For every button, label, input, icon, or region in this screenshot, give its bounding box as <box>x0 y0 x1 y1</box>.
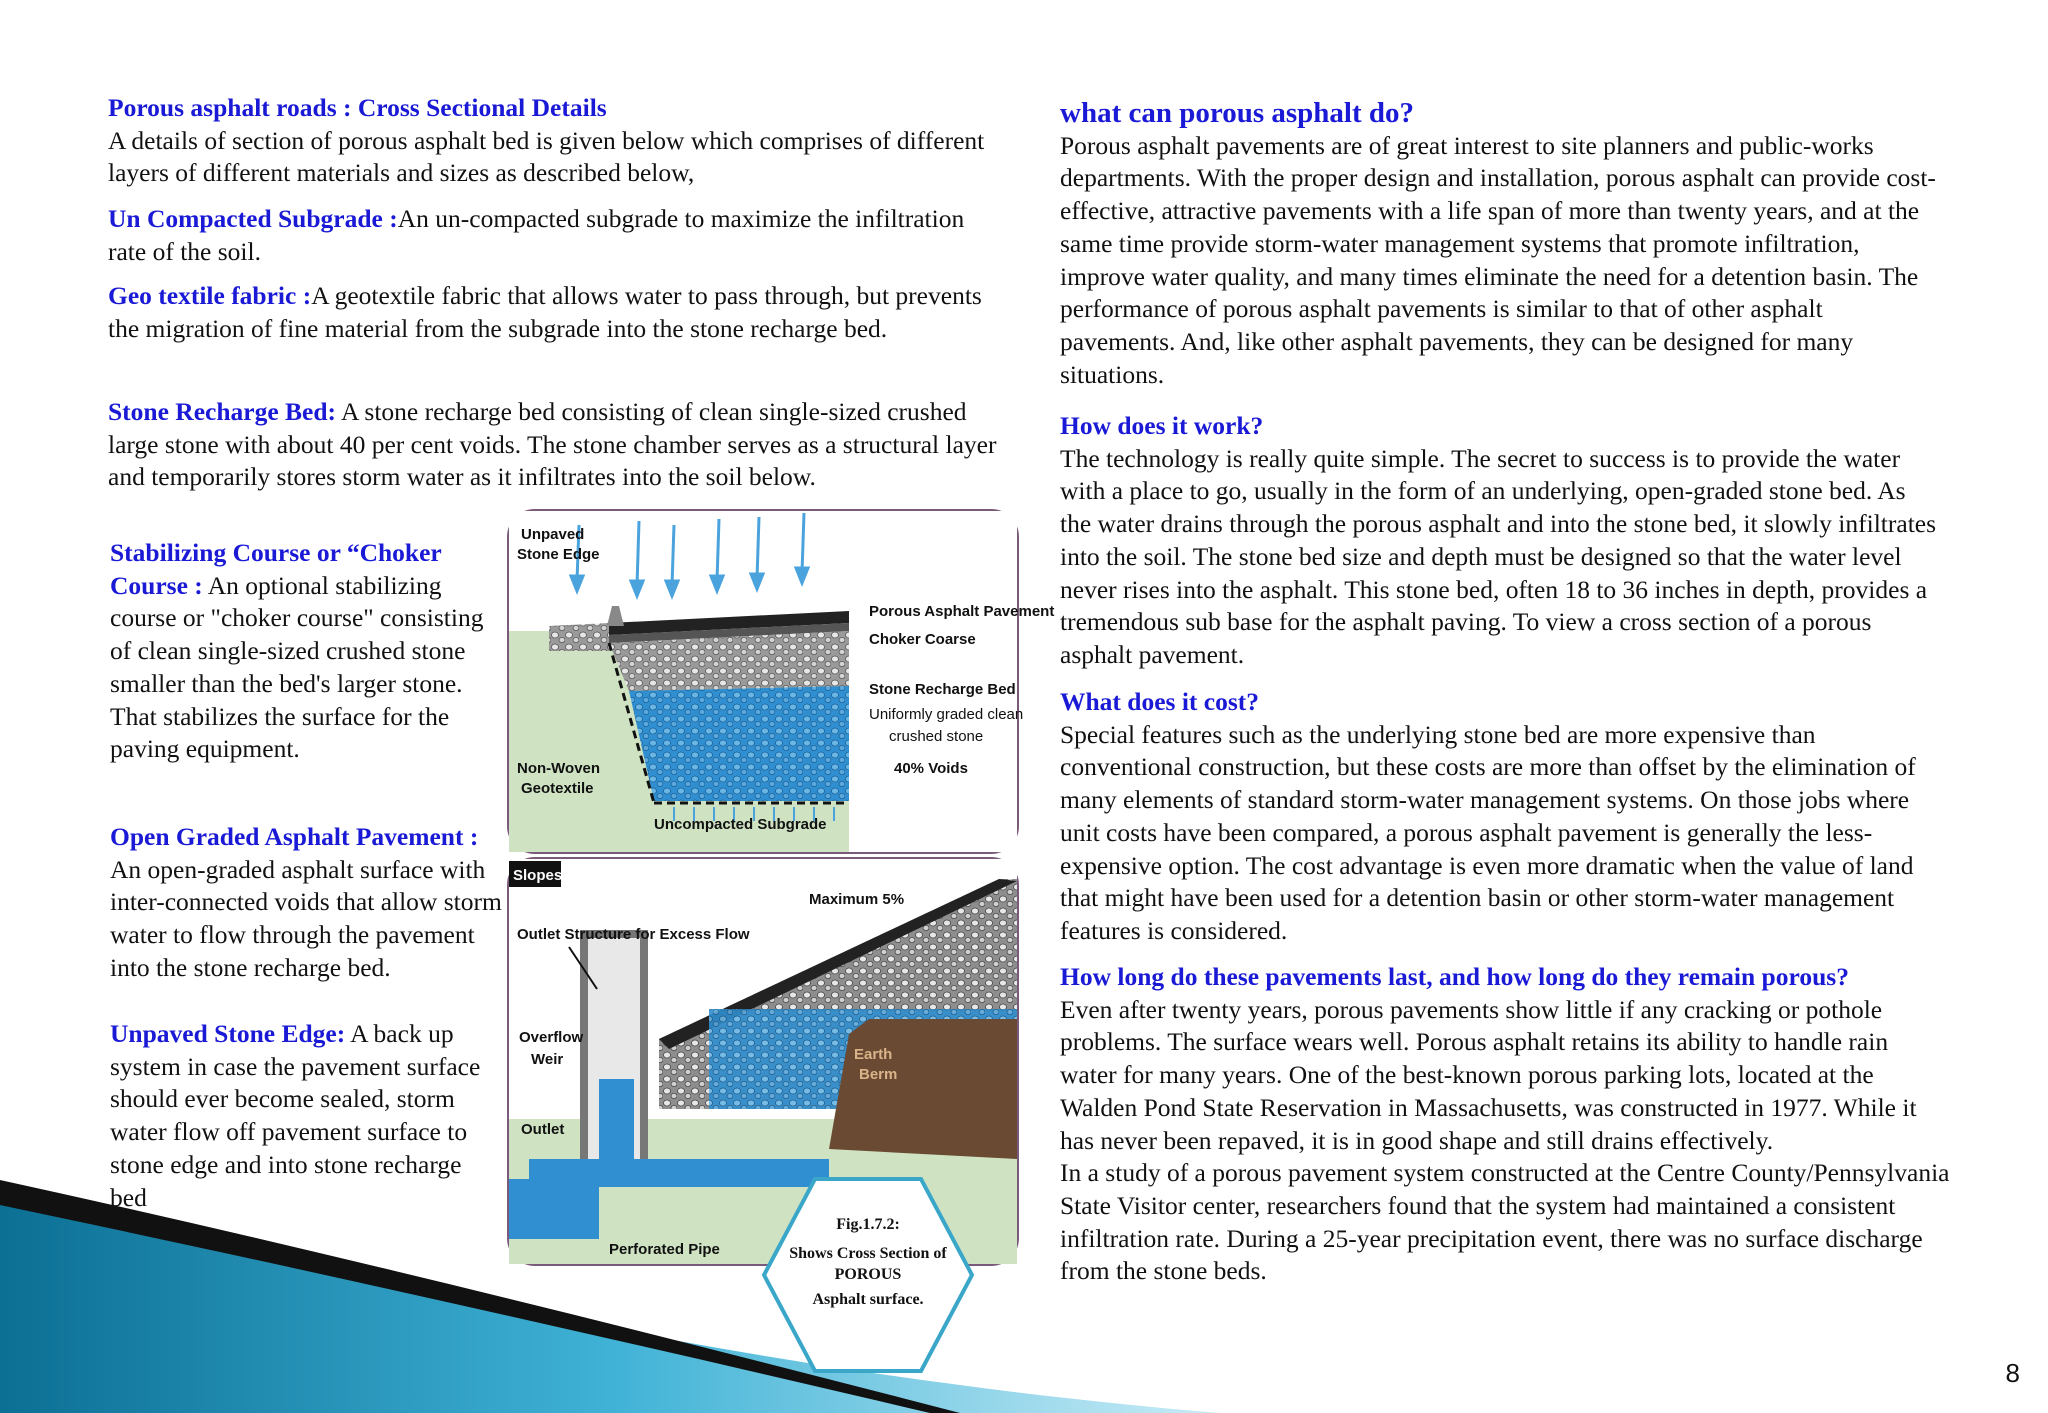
choker-lead: Stabilizing Course or “Choker Course : <box>110 538 442 600</box>
how-does-it-work-heading: How does it work? <box>1060 411 1264 440</box>
caption-text <box>784 1214 952 1310</box>
label-maximum: Maximum 5% <box>809 891 905 908</box>
label-perforated-pipe: Perforated Pipe <box>609 1241 720 1258</box>
left-intro: A details of section of porous asphalt bed is given below which comprises of different layers of different materials and sizes as described below, <box>108 125 985 188</box>
right-p3: Special features such as the underlying stone bed are more expensive than conventional construction, but these costs are more than offset by the elimination of many elements of standard storm-water management systems. On those jobs where unit costs have been compared, a porous asphalt pavement is generally the less-expensive option. The cost advantage is even more dramatic when the value of land that might have been used for a detention basin or other storm-water management features is considered. <box>1060 719 1916 945</box>
label-voids: 40% Voids <box>894 760 968 777</box>
right-p5: In a study of a porous pavement system constructed at the Centre County/Pennsylvania State Visitor center, researchers found that the system had maintained a consistent infiltration rate. During a 25-year precipitation event, there was no surface discharge from the stone beds. <box>1060 1158 1950 1286</box>
label-earth-berm: Earth Berm <box>854 1046 898 1083</box>
cross-section-figure-top <box>507 509 1055 854</box>
what-does-it-cost-heading: What does it cost? <box>1060 687 1260 716</box>
label-uncompacted: Uncompacted Subgrade <box>654 816 827 833</box>
label-slopes: Slopes <box>513 867 563 884</box>
label-outlet-structure: Outlet Structure for Excess Flow <box>517 926 750 943</box>
label-outlet: Outlet <box>521 1121 565 1138</box>
label-porous-asphalt: Porous Asphalt Pavement <box>869 603 1055 620</box>
stone-text: A stone recharge bed consisting of clean single-sized crushed large stone with about 40 per cent voids. The stone chamber serves as a structural layer and temporarily stores storm water as it infiltrates into the soil below. <box>108 397 997 492</box>
geotextile-lead: Geo textile fabric : <box>108 281 312 310</box>
right-p1: Porous asphalt pavements are of great interest to site planners and public-works departments. With the proper design and installation, porous asphalt can provide cost-effective, attractive pavements with a life span of more than twenty years, and at the same time provide storm-water management systems that promote infiltration, improve water quality, and many times eliminate the need for a detention basin. The performance of porous asphalt pavements is similar to that of other asphalt pavements. And, like other asphalt pavements, they can be designed for many situations. <box>1060 130 1936 389</box>
right-p2: The technology is really quite simple. The secret to success is to provide the water with a place to go, usually in the form of an underlying, open-graded stone bed. As the water drains through the porous asphalt and into the stone bed, it slowly infiltrates into the soil. The stone bed size and depth must be designed so that the water level never rises into the asphalt. This stone bed, often 18 to 36 inches in depth, provides a tremendous sub base for the asphalt paving. To view a cross section of a porous asphalt pavement. <box>1060 443 1937 669</box>
caption-line1: Shows Cross Section of POROUS <box>789 1245 947 1283</box>
geotextile-text: A geotextile fabric that allows water to pass through, but prevents the migration of fine material from the subgrade into the stone recharge bed. <box>108 281 982 343</box>
caption-line2: Asphalt surface. <box>812 1291 924 1308</box>
choker-text: An optional stabilizing course or "choker course" consisting of clean single-sized crushed stone smaller than the bed's larger stone. That stabilizes the surface for the paving equipment. <box>110 570 484 764</box>
open-graded-text: An open-graded asphalt surface with inter-connected voids that allow storm water to flow through the pavement into the stone recharge bed. <box>110 854 502 982</box>
right-p4: Even after twenty years, porous pavements show little if any cracking or pothole problems. The surface wears well. Porous asphalt retains its ability to handle rain water for many years. One of the best-known porous parking lots, located at the Walden Pond State Reservation in Massachusetts, was constructed in 1977. While it has never been repaved, it is in good shape and still drains effectively. <box>1060 994 1917 1155</box>
open-graded-lead: Open Graded Asphalt Pavement : <box>110 822 479 851</box>
label-nonwoven: Non-Woven Geotextile <box>517 760 601 797</box>
left-title: Porous asphalt roads : Cross Sectional Details <box>108 93 607 122</box>
earth-berm <box>829 1019 1017 1159</box>
subgrade-text: An un-compacted subgrade to maximize the infiltration rate of the soil. <box>108 204 965 266</box>
page-number: 8 <box>2005 1358 2020 1388</box>
stone-lead: Stone Recharge Bed: <box>108 397 337 426</box>
caption-fig-no: Fig.1.7.2: <box>836 1216 900 1233</box>
edge-lead: Unpaved Stone Edge: <box>110 1019 346 1048</box>
edge-text: A back up system in case the pavement surface should ever become sealed, storm water flow off pavement surface to stone edge and into stone recharge bed <box>110 1019 481 1212</box>
label-uniformly: Uniformly graded clean crushed stone <box>869 706 1024 745</box>
subgrade-lead: Un Compacted Subgrade : <box>108 204 398 233</box>
label-overflow-weir: Overflow Weir <box>519 1029 584 1068</box>
label-choker: Choker Coarse <box>869 631 976 648</box>
right-title: what can porous asphalt do? <box>1060 97 1415 129</box>
label-unpaved: Unpaved Stone Edge <box>517 526 600 563</box>
label-stone-bed: Stone Recharge Bed <box>869 681 1016 698</box>
how-long-heading: How long do these pavements last, and how long do they remain porous? <box>1060 962 1849 991</box>
